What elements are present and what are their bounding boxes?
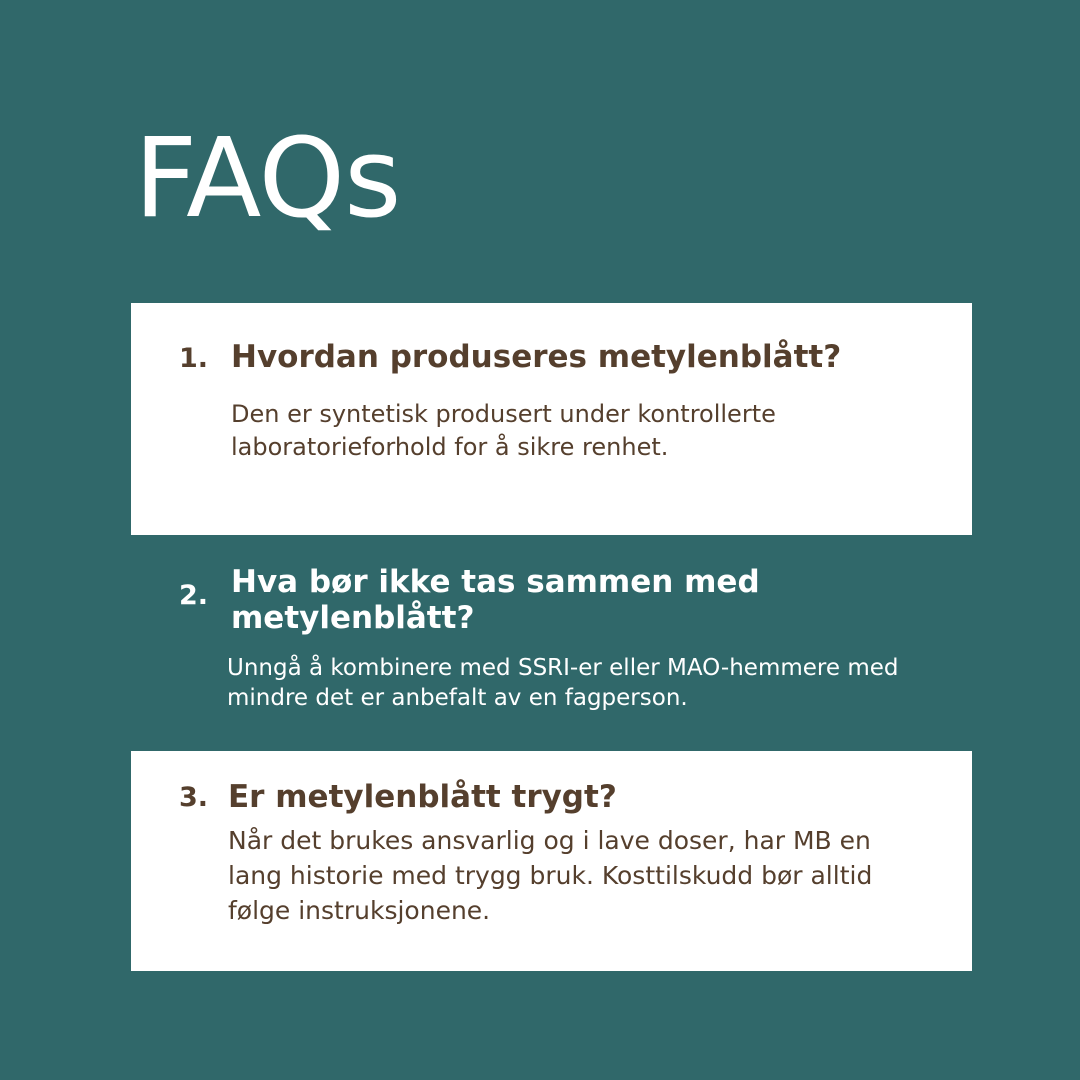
faq-number: 2.: [179, 580, 209, 611]
faq-answer: Den er syntetisk produsert under kontrollerte laboratorieforhold for å sikre renhet.: [231, 400, 776, 461]
faq-number: 3.: [179, 782, 209, 813]
faq-number: 1.: [179, 343, 209, 374]
faq-answer: Unngå å kombinere med SSRI-er eller MAO-hemmere med mindre det er anbefalt av en fagperson.: [227, 655, 899, 711]
page-title: FAQs: [134, 114, 401, 242]
faq-question: Hvordan produseres metylenblått?: [231, 339, 842, 375]
faq-question: Hva bør ikke tas sammen med metylenblått?: [231, 564, 760, 636]
faq-card-2: [131, 536, 972, 750]
faq-question: Er metylenblått trygt?: [228, 779, 617, 815]
faq-card-1: [131, 303, 972, 535]
faq-answer: Når det brukes ansvarlig og i lave doser, har MB en lang historie med trygg bruk. Kosttilskudd bør alltid følge instruksjonene.: [228, 826, 873, 925]
faq-card-3: [131, 751, 972, 971]
